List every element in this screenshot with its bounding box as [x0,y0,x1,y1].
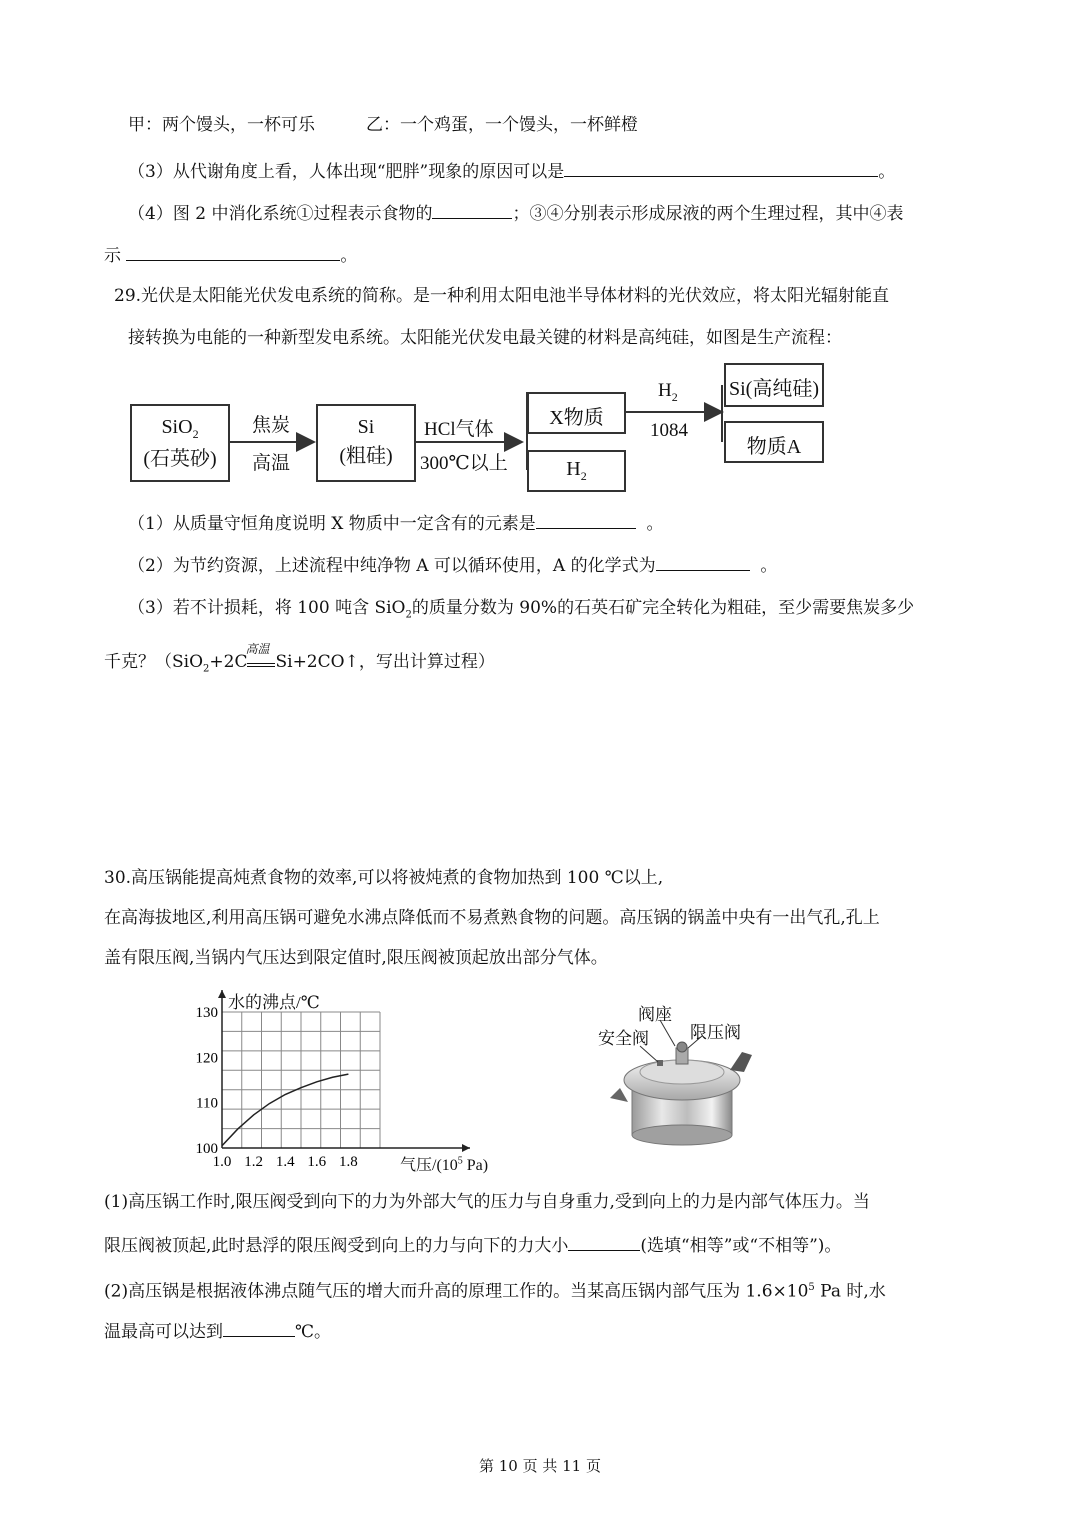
flow-box-a: 物质A [724,421,824,463]
q28-p4-text-a: （4）图 2 中消化系统①过程表示食物的 [128,204,433,224]
q30-p2-text-b: Pa 时,水 [814,1281,886,1302]
page-footer: 第 10 页 共 11 页 [478,1457,601,1475]
q30-p1-text-c: (选填“相等”或“不相等”)。 [640,1236,842,1256]
q30-p2-sup: 5 [808,1282,815,1293]
q29-eq-b: +2C [209,652,248,672]
flow-box-x: X物质 [527,392,626,434]
q29-p3-text-b: 的质量分数为 90%的石英石矿完全转化为粗硅，至少需要焦炭多少 [411,598,915,618]
q29-p1-text: （1）从质量守恒角度说明 X 物质中一定含有的元素是 [128,514,536,534]
cooker-label-seat: 阀座 [638,1005,672,1024]
q28-p3-end: 。 [878,162,896,182]
q29-p2-text: （2）为节约资源，上述流程中纯净物 A 可以循环使用，A 的化学式为 [128,556,656,576]
q29-eq-sub: 2 [203,663,210,675]
flow-arrow1-top: 焦炭 [252,415,291,436]
cooker-label-safety: 安全阀 [598,1029,649,1048]
menu-line: 甲：两个馒头，一杯可乐 乙：一个鸡蛋，一个馒头，一杯鲜橙 [128,115,638,135]
answer-blank[interactable] [568,1232,640,1251]
q28-p4-text-c: 示 [104,246,127,266]
flow-arrow3-bottom: 1084 [650,420,688,441]
q29-intro-2: 接转换为电能的一种新型发电系统。太阳能光伏发电最关键的材料是高纯硅，如图是生产流程： [128,328,842,348]
flow-box-sio2-label: (石英砂) [143,448,217,470]
x-tick-label: 1.0 [212,1154,232,1170]
q29-intro-1: 29.光伏是太阳能光伏发电系统的简称。是一种利用太阳电池半导体材料的光伏效应，将太阳光辐射能直 [114,286,890,306]
q30-p2-text-c: 温最高可以达到 [104,1322,223,1342]
q30-p2 [104,1276,886,1304]
q30-p1: (1)高压锅工作时,限压阀受到向下的力为外部大气的压力与自身重力,受到向上的力是内部气体压力。当 [104,1192,870,1212]
q28-p3-text: （3）从代谢角度上看，人体出现“肥胖”现象的原因可以是 [128,162,565,182]
chart-xlabel: 气压$/(10^5$ Pa) [400,1155,489,1174]
flow-arrow2-bottom: 300℃以上 [420,453,508,474]
q29-p3-sub: 2 [405,609,412,621]
x-tick-label: 1.6 [307,1154,327,1170]
flow-box-pure-si: Si(高纯硅) [724,363,824,407]
q30-intro-3: 盖有限压阀,当锅内气压达到限定值时,限压阀被顶起放出部分气体。 [104,948,608,968]
flow-arrow3-top: $H_2$ [658,380,678,404]
y-tick-label: 110 [196,1095,218,1112]
flow-box-h2: $H_2$ [527,450,626,492]
q30-p2-cont [104,1318,331,1344]
flow-arrow1-bottom: 高温 [252,453,291,474]
y-tick-label: 130 [195,1005,218,1021]
x-tick-label: 1.4 [275,1154,295,1170]
q29-eq-c: Si+2CO↑，写出计算过程） [275,652,495,672]
q30-intro-2: 在高海拔地区,利用高压锅可避免水沸点降低而不易煮熟食物的问题。高压锅的锅盖中央有一出气孔,孔上 [104,908,880,928]
q29-p1-end: 。 [646,514,664,534]
q29-p2-end: 。 [760,556,778,576]
x-tick-label: 1.8 [339,1154,358,1170]
q30-p2-text-a: (2)高压锅是根据液体沸点随气压的增大而升高的原理工作的。当某高压锅内部气压为 1.6×10 [104,1281,809,1302]
flow-box-sio2-formula: SiO$_2$ [161,416,199,441]
q30-p1-cont [104,1232,841,1258]
y-tick-label: 120 [195,1050,218,1067]
q28-p4-end: 。 [340,246,358,266]
q29-p3-text: （3）若不计损耗，将 100 吨含 SiO [128,598,406,618]
flow-box-si-label: (粗硅) [339,445,393,467]
x-tick-label: 1.2 [244,1154,263,1170]
q29-eq-condition: 高温 [247,653,275,667]
cooker-label-limit: 限压阀 [690,1023,741,1042]
chart-ylabel: 水的沸点/℃ [228,993,320,1012]
q29-eq-a: 千克？（SiO [104,652,204,672]
answer-blank[interactable] [223,1318,295,1337]
q30-p1-text-b: 限压阀被顶起,此时悬浮的限压阀受到向上的力与向下的力大小 [104,1236,569,1256]
y-tick-label: 100 [195,1141,218,1157]
flow-arrow2-top: HCl气体 [424,419,494,440]
flow-box-si-formula: Si [357,416,375,438]
q30-p2-text-d: ℃。 [295,1322,332,1342]
q30-intro-1: 30.高压锅能提高炖煮食物的效率,可以将被炖煮的食物加热到 100 ℃以上, [104,868,664,888]
q28-p4-text-b: ；③④分别表示形成尿液的两个生理过程，其中④表 [512,204,904,224]
